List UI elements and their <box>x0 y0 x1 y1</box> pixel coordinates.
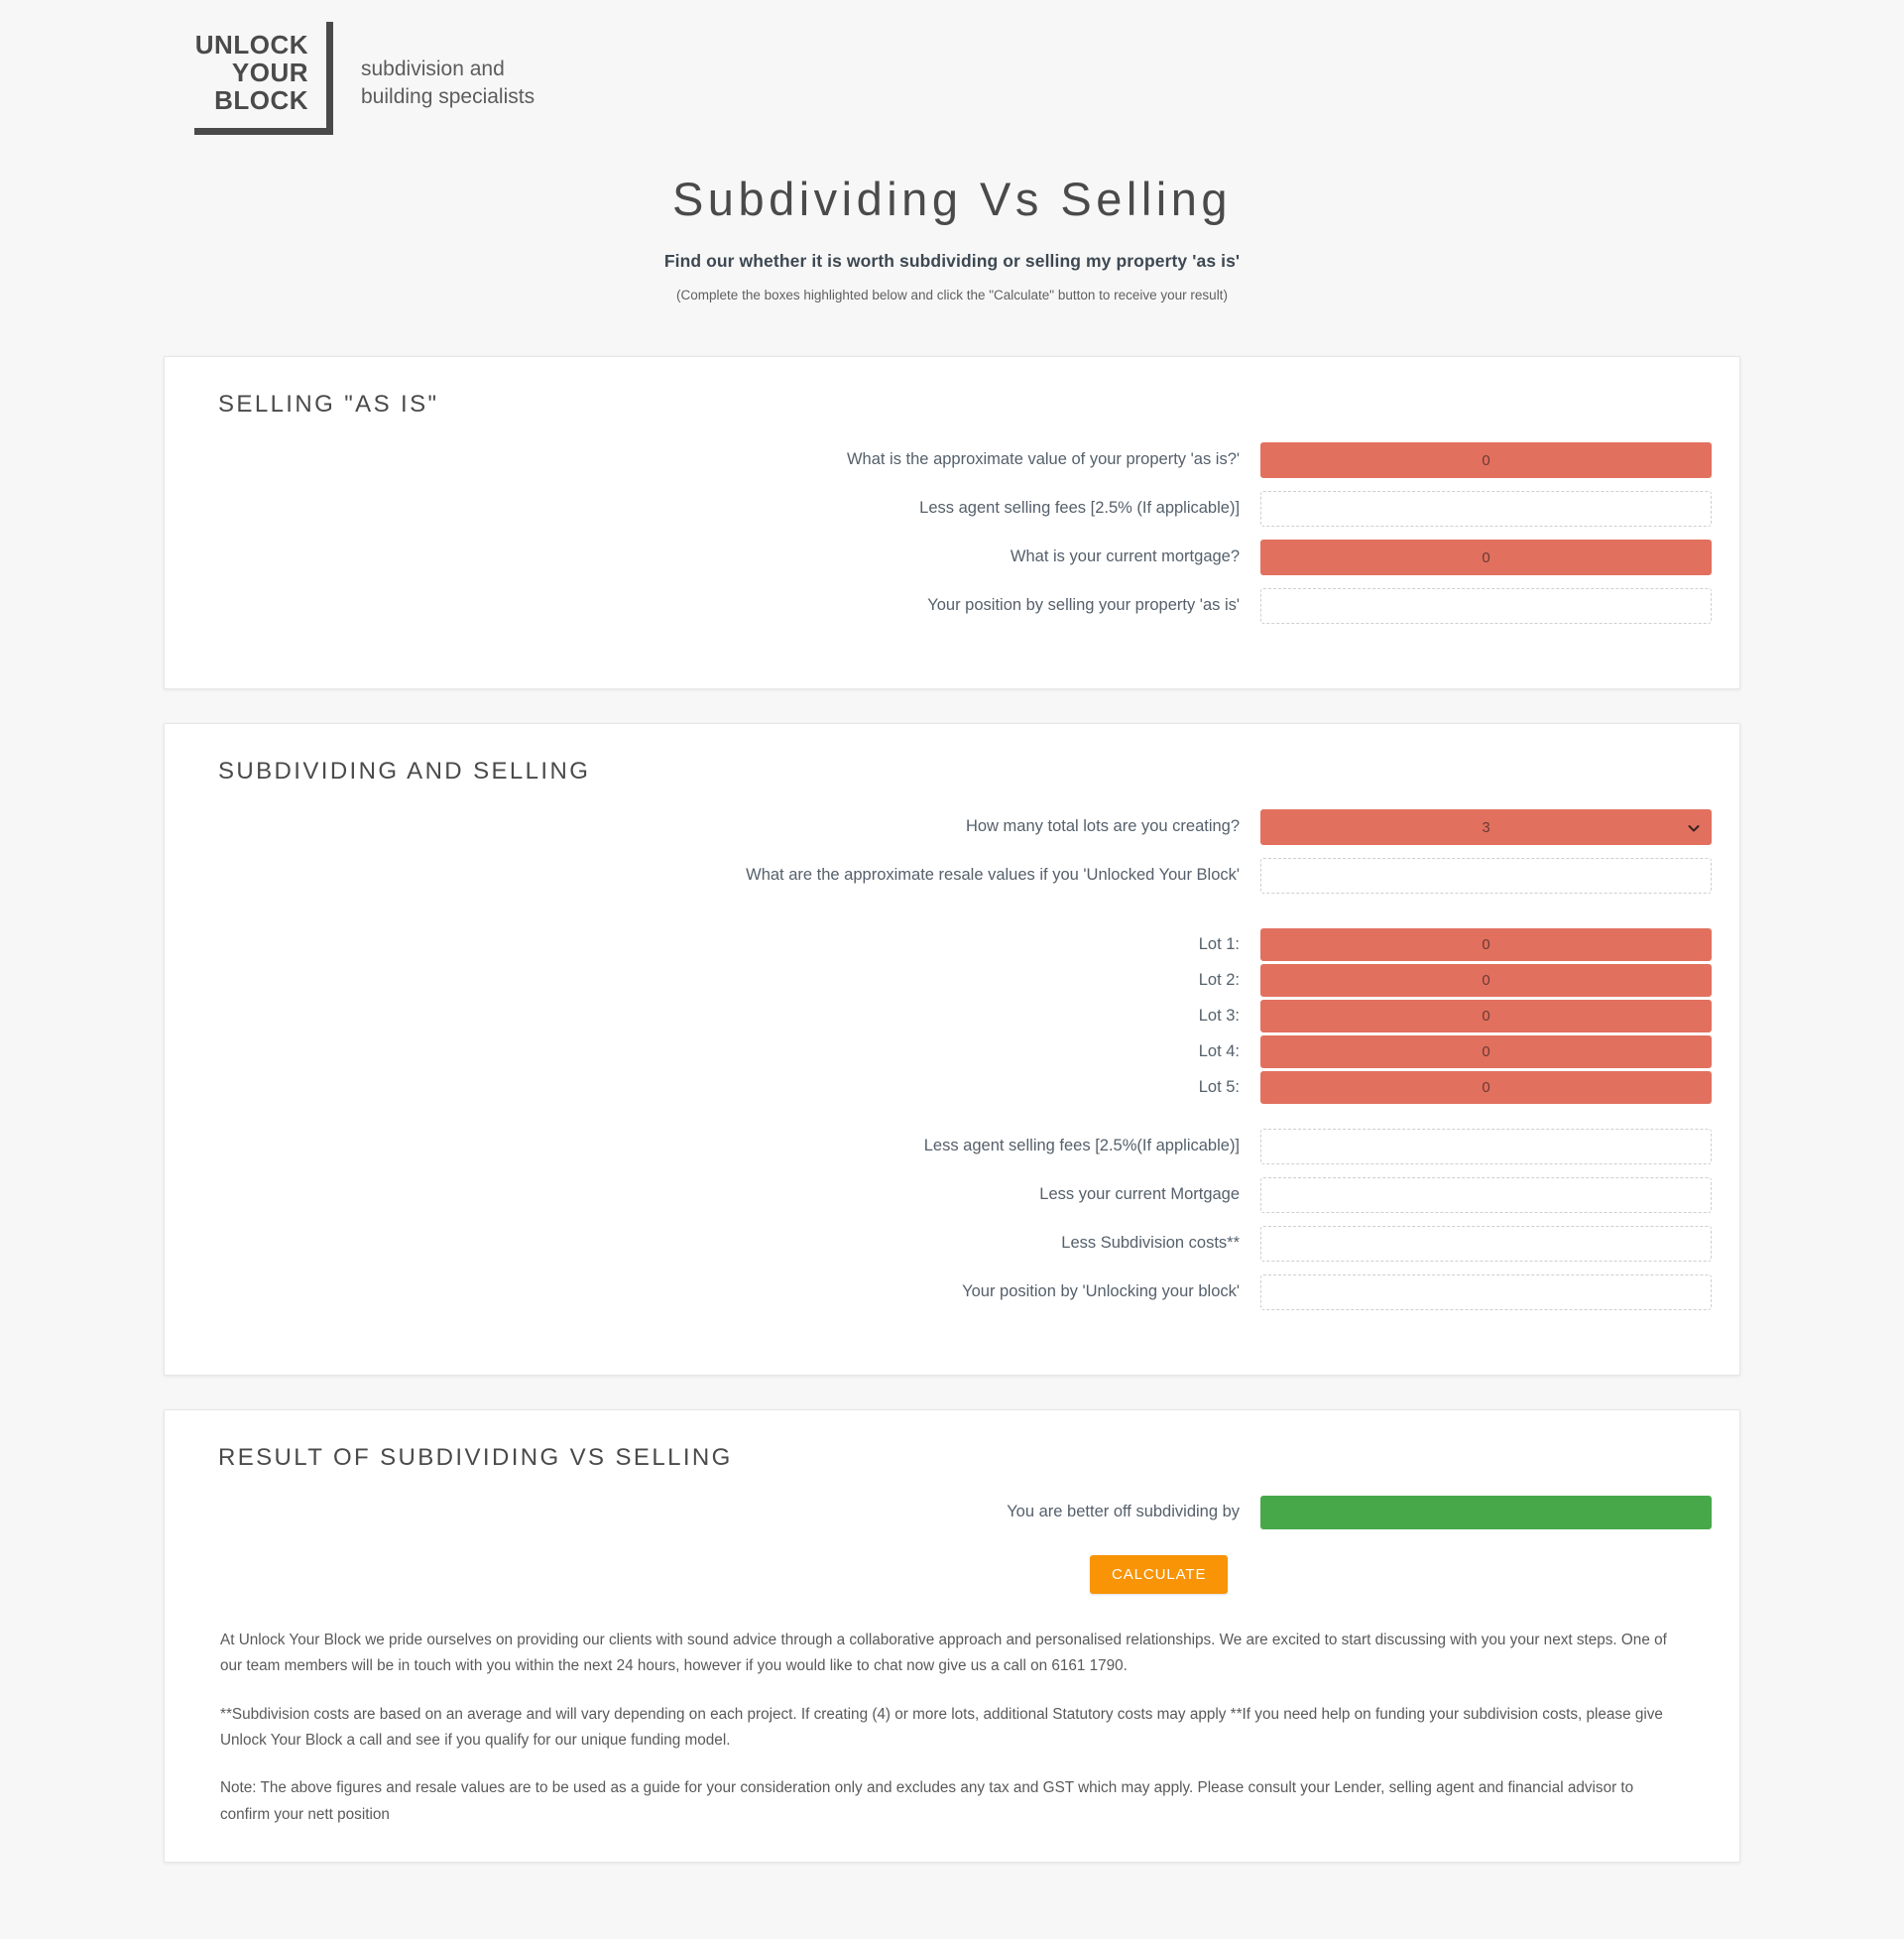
logo <box>194 22 1904 135</box>
lot-4-input[interactable]: 0 <box>1260 1035 1712 1068</box>
lot-3-input[interactable]: 0 <box>1260 1000 1712 1032</box>
lot-2-input[interactable]: 0 <box>1260 964 1712 997</box>
form-row <box>192 588 1712 624</box>
row-label: Lot 1: <box>1198 934 1241 953</box>
form-row <box>192 1274 1712 1310</box>
footer-paragraph-1: At Unlock Your Block we pride ourselves on providing our clients with sound advice through a collaborative approach and personalised relationships. We are excited to start discussing with you your next steps. One of our team members will be in touch with you within the next 24 hours, however if you would like to chat now give us a call on 6161 1790. <box>220 1632 1667 1675</box>
row-label: What is your current mortgage? <box>1010 547 1241 566</box>
section-heading-selling: SELLING "AS IS" <box>218 391 439 419</box>
form-row <box>192 809 1712 845</box>
subdiv-current-mortgage-input[interactable] <box>1260 1177 1712 1213</box>
row-label: You are better off subdividing by <box>1007 1503 1241 1521</box>
form-row <box>192 1035 1712 1068</box>
footer-text <box>220 1628 1684 1828</box>
page-title: Subdividing Vs Selling <box>671 173 1233 226</box>
calculate-button-wrap <box>1090 1555 1712 1594</box>
row-label: What are the approximate resale values if you 'Unlocked Your Block' <box>746 866 1241 885</box>
subdiv-selling-fees-input[interactable] <box>1260 1129 1712 1164</box>
row-label: Less agent selling fees [2.5% (If applicable)] <box>919 499 1241 518</box>
footer-paragraph-2: **Subdivision costs are based on an average and will vary depending on each project. If creating (4) or more lots, additional Statutory costs may apply **If you need help on funding your subdivision costs, please give Unlock Your Block a call and see if you qualify for our unique funding model. <box>220 1705 1663 1750</box>
form-row <box>192 1226 1712 1262</box>
row-label: Less your current Mortgage <box>1039 1185 1241 1204</box>
footer-paragraph-3: Note: The above figures and resale values are to be used as a guide for your consideration only and excludes any tax and GST which may apply. Please consult your Lender, selling agent and financial advisor to confirm your nett position <box>220 1779 1634 1823</box>
selling-position-output <box>1260 588 1712 624</box>
logo-tagline-line-2: building specialists <box>361 84 536 108</box>
form-row <box>192 928 1712 961</box>
total-lots-select[interactable] <box>1260 809 1712 845</box>
form-row <box>192 858 1712 894</box>
form-row <box>192 491 1712 527</box>
logo-mark <box>194 22 333 135</box>
chevron-down-icon <box>1688 821 1700 833</box>
section-heading-result: RESULT OF SUBDIVIDING VS SELLING <box>218 1444 733 1472</box>
page-instruction-note: (Complete the boxes highlighted below and click the "Calculate" button to receive your result) <box>676 288 1228 303</box>
form-row <box>192 1000 1712 1032</box>
form-row <box>192 442 1712 478</box>
calculate-button[interactable]: CALCULATE <box>1090 1555 1228 1594</box>
row-label: What is the approximate value of your property 'as is?' <box>846 450 1241 469</box>
result-output <box>1260 1496 1712 1529</box>
row-label: Your position by selling your property 'as is' <box>927 596 1241 615</box>
page-subtitle: Find our whether it is worth subdividing or selling my property 'as is' <box>663 251 1241 272</box>
row-label: Lot 2: <box>1198 970 1241 989</box>
current-mortgage-input[interactable]: 0 <box>1260 540 1712 575</box>
form-row <box>192 1129 1712 1164</box>
page-header <box>0 0 1904 135</box>
row-label: Lot 4: <box>1198 1041 1241 1060</box>
selling-fees-input[interactable] <box>1260 491 1712 527</box>
row-label: Your position by 'Unlocking your block' <box>962 1282 1241 1301</box>
row-label: How many total lots are you creating? <box>965 817 1241 836</box>
lot-5-input[interactable]: 0 <box>1260 1071 1712 1104</box>
logo-line-3: BLOCK <box>214 84 308 115</box>
title-block <box>0 171 1904 303</box>
form-row <box>192 1071 1712 1104</box>
row-label: Less agent selling fees [2.5%(If applicable)] <box>923 1137 1241 1155</box>
form-row <box>192 964 1712 997</box>
logo-tagline <box>361 56 535 111</box>
section-heading-subdividing: SUBDIVIDING AND SELLING <box>218 758 591 786</box>
form-row <box>192 540 1712 575</box>
form-row <box>192 1177 1712 1213</box>
row-label: Less Subdivision costs** <box>1061 1234 1241 1253</box>
logo-line-1: UNLOCK <box>194 30 308 60</box>
resale-values-input[interactable] <box>1260 858 1712 894</box>
logo-tagline-line-1: subdivision and <box>361 58 505 80</box>
subdivision-costs-input[interactable] <box>1260 1226 1712 1262</box>
row-label: Lot 3: <box>1198 1006 1241 1025</box>
total-lots-value: 3 <box>1482 818 1490 836</box>
property-value-input[interactable]: 0 <box>1260 442 1712 478</box>
logo-line-2: YOUR <box>231 57 308 87</box>
card-selling-as-is <box>164 356 1740 689</box>
row-label: Lot 5: <box>1198 1077 1241 1096</box>
subdividing-position-output <box>1260 1274 1712 1310</box>
card-result <box>164 1409 1740 1863</box>
card-subdividing-and-selling <box>164 723 1740 1376</box>
lot-1-input[interactable]: 0 <box>1260 928 1712 961</box>
form-row <box>192 1496 1712 1529</box>
